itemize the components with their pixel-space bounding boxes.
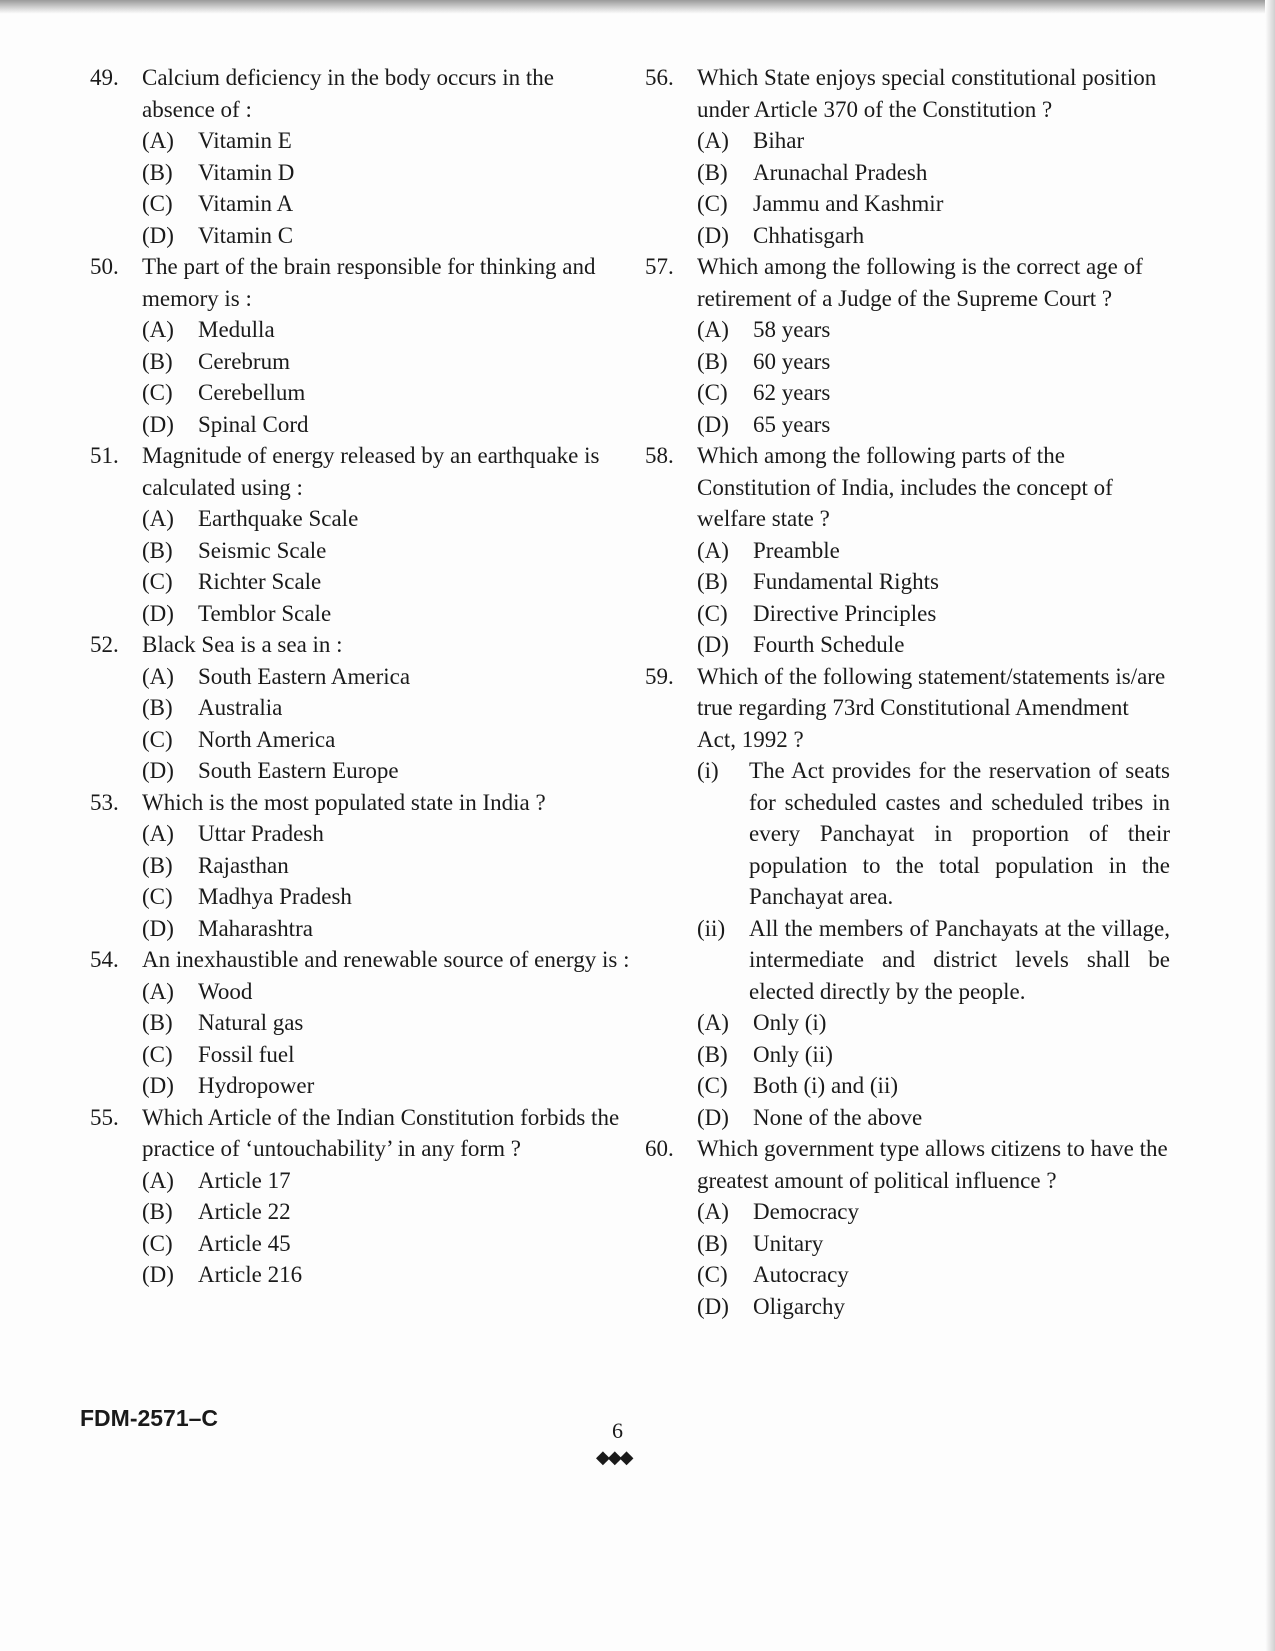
question-number: 54.	[90, 947, 119, 972]
option-text: Medulla	[198, 317, 275, 342]
option-text: Oligarchy	[753, 1293, 845, 1319]
option-text: Richter Scale	[198, 569, 322, 594]
option-text: Rajasthan	[198, 852, 289, 878]
option-item	[142, 850, 630, 882]
question-text: Black Sea is a sea in :	[142, 632, 343, 657]
scan-top-edge	[0, 0, 1275, 14]
option-text: Spinal Cord	[198, 411, 309, 437]
option-label: (D)	[142, 411, 174, 437]
option-item	[697, 409, 1170, 441]
question-item	[90, 62, 630, 251]
option-text: Only (ii)	[753, 1041, 833, 1067]
question-item	[90, 787, 630, 945]
option-text: Cerebrum	[198, 348, 290, 374]
option-label: (A)	[697, 1199, 729, 1224]
question-text: Magnitude of energy released by an earthquake is calculated using :	[142, 443, 600, 500]
option-item	[142, 1007, 630, 1039]
option-label: (B)	[142, 695, 173, 720]
option-text: Chhatisgarh	[753, 222, 865, 248]
question-text: Which is the most populated state in India ?	[142, 789, 546, 815]
scan-right-edge	[1265, 0, 1275, 1651]
option-text: Fossil fuel	[198, 1041, 295, 1067]
option-item	[697, 1039, 1170, 1071]
question-text: Which Article of the Indian Constitution forbids the practice of ‘untouchability’ in any form ?	[142, 1104, 620, 1161]
option-text: Vitamin A	[198, 191, 294, 216]
option-text: Vitamin E	[198, 128, 292, 153]
question-number: 56.	[645, 65, 674, 90]
option-item	[142, 692, 630, 724]
question-text: Which State enjoys special constitutional position under Article 370 of the Constitution ?	[697, 65, 1157, 122]
option-item	[697, 377, 1170, 409]
question-text: Which government type allows citizens to have the greatest amount of political influence ?	[697, 1136, 1168, 1193]
option-label: (C)	[142, 380, 173, 405]
question-text: Calcium deficiency in the body occurs in the absence of :	[142, 65, 554, 122]
option-label: (A)	[142, 978, 174, 1004]
option-item	[697, 1228, 1170, 1260]
question-number: 57.	[645, 254, 674, 279]
option-text: 58 years	[753, 317, 831, 342]
option-label: (C)	[697, 380, 728, 405]
option-text: Uttar Pradesh	[198, 821, 324, 846]
statement-item	[697, 755, 1170, 913]
option-label: (B)	[142, 348, 173, 374]
option-item	[697, 1259, 1170, 1291]
option-label: (B)	[142, 537, 173, 563]
option-text: Both (i) and (ii)	[753, 1073, 898, 1098]
question-item	[645, 440, 1170, 661]
option-item	[697, 125, 1170, 157]
option-label: (B)	[142, 159, 173, 185]
option-item	[697, 314, 1170, 346]
question-number: 52.	[90, 632, 119, 657]
question-number: 58.	[645, 443, 674, 468]
option-item	[142, 1259, 630, 1291]
option-label: (D)	[142, 915, 174, 941]
option-item	[142, 566, 630, 598]
question-number: 53.	[90, 789, 119, 815]
option-label: (A)	[142, 317, 174, 342]
option-label: (C)	[697, 191, 728, 216]
right-column	[645, 62, 1170, 1322]
option-text: Article 216	[198, 1262, 303, 1287]
option-item	[697, 1196, 1170, 1228]
statement-text: The Act provides for the reservation of seats for scheduled castes and scheduled tribes in every Panchayat in proportion of their population to the total population in the Panchayat area.	[749, 758, 1170, 909]
option-item	[142, 724, 630, 756]
question-text: The part of the brain responsible for thinking and memory is :	[142, 254, 596, 311]
option-item	[697, 188, 1170, 220]
option-label: (C)	[142, 1041, 173, 1067]
option-text: Cerebellum	[198, 380, 306, 405]
option-item	[142, 314, 630, 346]
option-item	[142, 188, 630, 220]
option-item	[142, 220, 630, 252]
option-label: (B)	[142, 1199, 173, 1224]
option-text: 62 years	[753, 380, 831, 405]
question-item	[645, 251, 1170, 440]
option-label: (D)	[697, 1293, 729, 1319]
option-item	[697, 598, 1170, 630]
option-label: (B)	[697, 348, 728, 374]
option-item	[142, 1228, 630, 1260]
option-label: (C)	[697, 600, 728, 626]
option-item	[142, 598, 630, 630]
question-number: 60.	[645, 1136, 674, 1161]
option-item	[142, 1039, 630, 1071]
option-item	[697, 220, 1170, 252]
statement-item	[697, 913, 1170, 1008]
option-item	[142, 881, 630, 913]
option-text: Hydropower	[198, 1073, 315, 1098]
option-label: (C)	[697, 1262, 728, 1287]
option-text: Article 45	[198, 1230, 291, 1256]
option-item	[142, 661, 630, 693]
option-item	[142, 125, 630, 157]
option-text: South Eastern America	[198, 663, 411, 689]
option-label: (D)	[697, 632, 729, 657]
statement-text: All the members of Panchayats at the village, intermediate and district levels shall be elected directly by the people.	[749, 915, 1170, 1004]
question-item	[645, 661, 1170, 1134]
option-label: (D)	[142, 222, 174, 248]
option-text: North America	[198, 726, 336, 752]
option-text: Wood	[198, 978, 253, 1004]
option-text: Only (i)	[753, 1010, 827, 1035]
question-number: 51.	[90, 443, 119, 468]
option-item	[697, 1007, 1170, 1039]
option-item	[142, 818, 630, 850]
option-text: Directive Principles	[753, 600, 937, 626]
option-label: (B)	[697, 1230, 728, 1256]
option-label: (C)	[142, 191, 173, 216]
diamond-ornament: ◆◆◆	[596, 1447, 632, 1467]
option-label: (A)	[697, 128, 729, 153]
option-label: (A)	[142, 506, 174, 531]
option-text: 60 years	[753, 348, 831, 374]
left-column	[90, 62, 630, 1291]
option-item	[142, 1070, 630, 1102]
option-text: None of the above	[753, 1104, 923, 1130]
question-number: 55.	[90, 1104, 119, 1130]
statement-label: (i)	[697, 758, 719, 783]
option-text: 65 years	[753, 411, 831, 437]
option-text: South Eastern Europe	[198, 758, 399, 783]
question-item	[90, 1102, 630, 1291]
question-item	[90, 944, 630, 1102]
option-item	[697, 1070, 1170, 1102]
question-item	[90, 440, 630, 629]
option-text: Fundamental Rights	[753, 569, 939, 594]
option-text: Madhya Pradesh	[198, 884, 352, 909]
option-text: Vitamin D	[198, 159, 295, 185]
option-text: Natural gas	[198, 1010, 304, 1035]
option-item	[697, 566, 1170, 598]
option-item	[142, 377, 630, 409]
option-label: (C)	[142, 1230, 173, 1256]
option-item	[697, 629, 1170, 661]
option-label: (A)	[697, 537, 729, 563]
option-item	[697, 1102, 1170, 1134]
option-label: (D)	[142, 758, 174, 783]
option-item	[142, 1196, 630, 1228]
question-item	[645, 1133, 1170, 1322]
option-text: Australia	[198, 695, 283, 720]
option-label: (D)	[142, 1073, 174, 1098]
option-text: Temblor Scale	[198, 600, 332, 626]
option-label: (B)	[142, 852, 173, 878]
option-text: Jammu and Kashmir	[753, 191, 944, 216]
option-item	[142, 409, 630, 441]
option-label: (A)	[697, 317, 729, 342]
option-label: (A)	[142, 128, 174, 153]
option-item	[142, 913, 630, 945]
option-label: (D)	[697, 222, 729, 248]
option-label: (A)	[142, 663, 174, 689]
question-number: 49.	[90, 65, 119, 90]
question-item	[645, 62, 1170, 251]
option-item	[142, 346, 630, 378]
option-text: Earthquake Scale	[198, 506, 359, 531]
option-item	[142, 976, 630, 1008]
option-item	[142, 503, 630, 535]
option-label: (D)	[697, 411, 729, 437]
option-item	[142, 1165, 630, 1197]
option-item	[697, 157, 1170, 189]
question-text: An inexhaustible and renewable source of energy is :	[142, 947, 630, 972]
option-label: (D)	[142, 1262, 174, 1287]
option-label: (B)	[697, 1041, 728, 1067]
option-item	[142, 535, 630, 567]
option-item	[697, 535, 1170, 567]
option-text: Fourth Schedule	[753, 632, 905, 657]
option-label: (B)	[697, 569, 728, 594]
question-number: 50.	[90, 254, 119, 279]
option-label: (B)	[697, 159, 728, 185]
option-text: Autocracy	[753, 1262, 849, 1287]
option-item	[142, 157, 630, 189]
question-item	[90, 629, 630, 787]
option-label: (A)	[142, 821, 174, 846]
option-label: (C)	[142, 569, 173, 594]
question-text: Which among the following parts of the Constitution of India, includes the concept of welfare state ?	[697, 443, 1113, 531]
option-text: Bihar	[753, 128, 805, 153]
question-text: Which among the following is the correct age of retirement of a Judge of the Supreme Court ?	[697, 254, 1143, 311]
question-item	[90, 251, 630, 440]
option-label: (D)	[142, 600, 174, 626]
option-item	[697, 346, 1170, 378]
option-label: (C)	[142, 884, 173, 909]
paper-code: FDM-2571–C	[80, 1405, 219, 1431]
question-text: Which of the following statement/statements is/are true regarding 73rd Constitutional Amendment Act, 1992 ?	[697, 663, 1166, 752]
option-label: (A)	[697, 1010, 729, 1035]
option-label: (C)	[697, 1073, 728, 1098]
option-item	[142, 755, 630, 787]
option-label: (A)	[142, 1167, 174, 1193]
page-number: 6	[612, 1418, 623, 1443]
statement-label: (ii)	[697, 915, 726, 941]
option-text: Maharashtra	[198, 915, 313, 941]
option-label: (D)	[697, 1104, 729, 1130]
option-text: Arunachal Pradesh	[753, 159, 928, 185]
option-text: Seismic Scale	[198, 537, 327, 563]
option-text: Preamble	[753, 537, 840, 563]
option-text: Unitary	[753, 1230, 824, 1256]
question-number: 59.	[645, 663, 674, 689]
option-text: Vitamin C	[198, 222, 294, 248]
option-text: Article 17	[198, 1167, 291, 1193]
option-label: (B)	[142, 1010, 173, 1035]
option-text: Democracy	[753, 1199, 859, 1224]
option-label: (C)	[142, 726, 173, 752]
option-item	[697, 1291, 1170, 1323]
option-text: Article 22	[198, 1199, 291, 1224]
